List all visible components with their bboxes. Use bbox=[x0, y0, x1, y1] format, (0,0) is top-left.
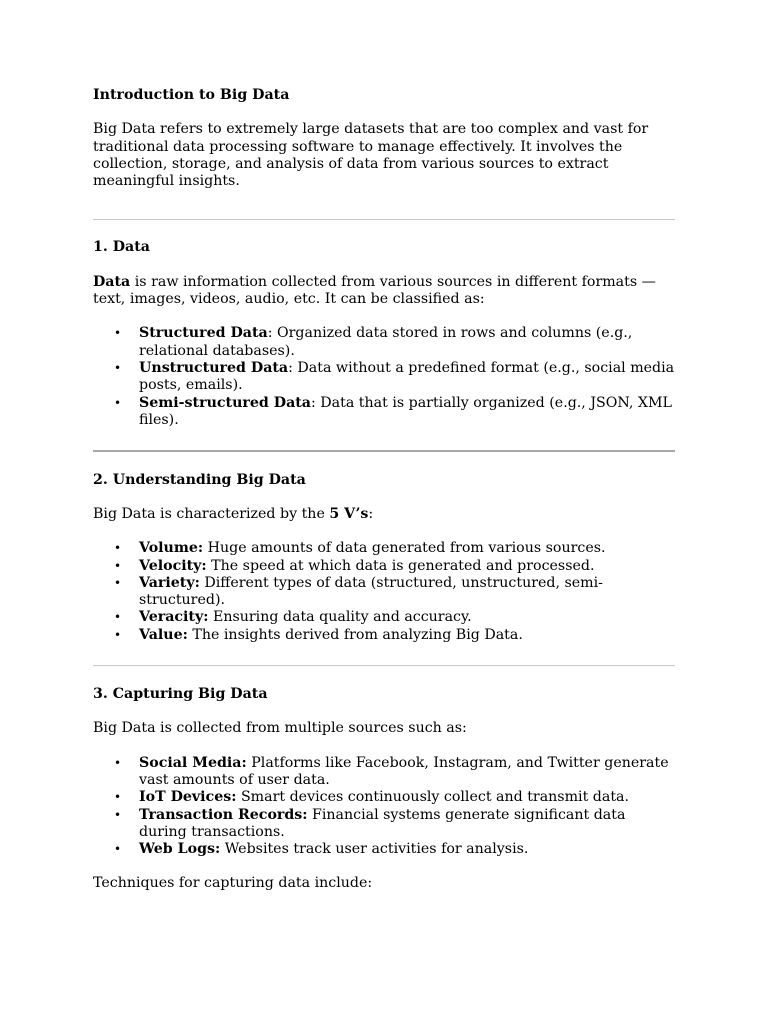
paragraph-text: Big Data is characterized by the bbox=[93, 505, 330, 522]
bullet-icon: • bbox=[114, 807, 122, 822]
list-item bbox=[93, 558, 675, 575]
list-item-text: Financial systems generate significant data during transactions. bbox=[139, 806, 626, 840]
list-item bbox=[93, 325, 675, 360]
list-item bbox=[93, 609, 675, 626]
bullet-icon: • bbox=[114, 610, 122, 625]
section-heading-understanding: 2. Understanding Big Data bbox=[93, 471, 306, 488]
list-item bbox=[93, 755, 675, 790]
section-divider bbox=[93, 665, 675, 666]
list-item-text: Different types of data (structured, unstructured, semi-structured). bbox=[139, 574, 603, 609]
list-item bbox=[93, 575, 675, 610]
list-item-term: Structured Data bbox=[139, 325, 268, 342]
section-divider bbox=[93, 450, 675, 452]
bullet-icon: • bbox=[114, 360, 122, 375]
bold-term: 5 V’s bbox=[329, 505, 369, 522]
list-item-text: Websites track user activities for analysis. bbox=[220, 841, 529, 858]
list-item-term: Velocity: bbox=[139, 557, 207, 574]
bullet-list bbox=[93, 325, 675, 429]
bullet-icon: • bbox=[114, 755, 122, 770]
intro-paragraph: Big Data refers to extremely large datasets that are too complex and vast for traditional data processing software to manage effectively. It involves the collection, storage, and analysis of data from various sources to extract meaningful insights. bbox=[93, 121, 649, 190]
section-paragraph: Big Data is collected from multiple sources such as: bbox=[93, 720, 467, 737]
bullet-icon: • bbox=[114, 558, 122, 573]
page-title: Introduction to Big Data bbox=[93, 87, 290, 103]
list-item bbox=[93, 789, 675, 806]
bullet-icon: • bbox=[114, 575, 122, 590]
bullet-icon: • bbox=[114, 790, 122, 805]
section-divider bbox=[93, 219, 675, 220]
paragraph-text: : bbox=[368, 505, 374, 522]
bullet-list bbox=[93, 540, 675, 644]
list-item-text: The speed at which data is generated and processed. bbox=[206, 557, 595, 574]
list-item-text: : Data without a predefined format (e.g., social media posts, emails). bbox=[139, 359, 675, 394]
list-item-term: IoT Devices: bbox=[139, 789, 237, 806]
list-item-text: Platforms like Facebook, Instagram, and Twitter generate vast amounts of user data. bbox=[139, 754, 669, 788]
list-item-term: Transaction Records: bbox=[139, 806, 308, 823]
list-item-term: Unstructured Data bbox=[139, 359, 289, 376]
list-item bbox=[93, 627, 675, 644]
list-item-term: Web Logs: bbox=[139, 841, 221, 858]
list-item-term: Volume: bbox=[139, 540, 204, 557]
list-item-text: : Data that is partially organized (e.g., JSON, XML files). bbox=[139, 394, 672, 428]
bullet-icon: • bbox=[114, 395, 122, 410]
section-paragraph bbox=[93, 506, 675, 523]
list-item-term: Veracity: bbox=[139, 609, 209, 626]
bullet-icon: • bbox=[114, 326, 122, 341]
bullet-icon: • bbox=[114, 627, 122, 642]
list-item-text: Smart devices continuously collect and transmit data. bbox=[236, 789, 629, 806]
list-item-term: Semi-structured Data bbox=[139, 394, 312, 411]
list-item-term: Variety: bbox=[139, 574, 200, 591]
list-item-term: Value: bbox=[139, 626, 188, 643]
list-item-text: Ensuring data quality and accuracy. bbox=[208, 609, 472, 626]
list-item-term: Social Media: bbox=[139, 754, 247, 771]
section-paragraph: Techniques for capturing data include: bbox=[93, 875, 373, 892]
list-item bbox=[93, 395, 675, 430]
list-item bbox=[93, 540, 675, 557]
list-item bbox=[93, 807, 675, 842]
list-item-text: Huge amounts of data generated from various sources. bbox=[203, 540, 606, 557]
bullet-icon: • bbox=[114, 842, 122, 857]
bullet-icon: • bbox=[114, 541, 122, 556]
list-item-text: The insights derived from analyzing Big Data. bbox=[187, 626, 523, 643]
list-item bbox=[93, 360, 675, 395]
section-heading-capturing: 3. Capturing Big Data bbox=[93, 686, 268, 703]
bullet-list bbox=[93, 755, 675, 859]
section-heading-data: 1. Data bbox=[93, 239, 150, 256]
paragraph-text: is raw information collected from various sources in different formats — text, images, videos, audio, etc. It can be classified as: bbox=[93, 273, 656, 308]
section-paragraph bbox=[93, 274, 675, 309]
list-item-text: : Organized data stored in rows and columns (e.g., relational databases). bbox=[139, 325, 633, 359]
bold-term: Data bbox=[93, 273, 131, 290]
list-item bbox=[93, 841, 675, 858]
